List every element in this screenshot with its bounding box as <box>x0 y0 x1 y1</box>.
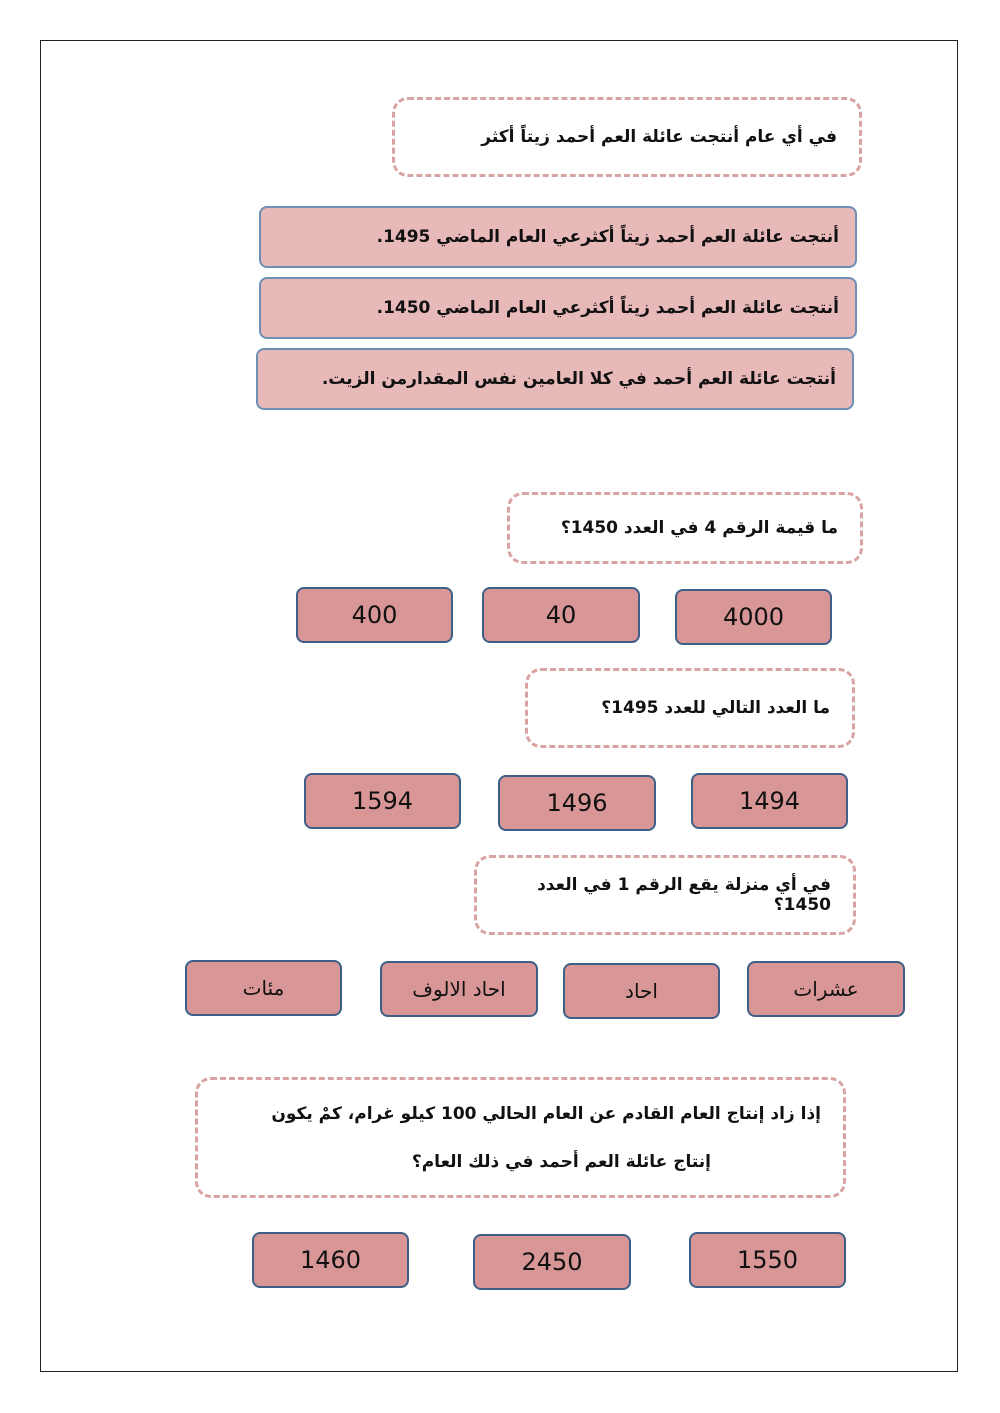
q4-option-tens[interactable] <box>747 961 905 1017</box>
q2-option-4000-label: 4000 <box>722 603 785 631</box>
answer-statement-1-text: أنتجت عائلة العم أحمد زيتاً أكثرعي العام الماضي 1495. <box>376 227 839 247</box>
answer-statement-3-text: أنتجت عائلة العم أحمد في كلا العامين نفس المقدارمن الزيت. <box>321 369 836 389</box>
q3-option-1594[interactable] <box>304 773 461 829</box>
answer-statement-3[interactable] <box>256 348 854 410</box>
question-1-box <box>392 97 862 177</box>
q3-option-1494[interactable] <box>691 773 848 829</box>
q5-option-1550-label: 1550 <box>736 1246 799 1274</box>
question-1-text: في أي عام أنتجت عائلة العم أحمد زيتاً أكثر <box>481 127 837 147</box>
q3-option-1594-label: 1594 <box>351 787 414 815</box>
q5-option-1460-label: 1460 <box>299 1246 362 1274</box>
q4-option-thousands[interactable] <box>380 961 538 1017</box>
q4-option-ones-label: احاد <box>625 979 658 1003</box>
q2-option-400-label: 400 <box>351 601 398 629</box>
question-2-box <box>507 492 863 564</box>
q5-option-1550[interactable] <box>689 1232 846 1288</box>
q4-option-hundreds[interactable] <box>185 960 342 1016</box>
question-5-line-2: إنتاج عائلة العم أحمد في ذلك العام؟ <box>411 1151 711 1172</box>
q4-option-hundreds-label: مئات <box>242 976 285 1000</box>
q4-option-thousands-label: احاد الالوف <box>412 977 506 1001</box>
q5-option-2450-label: 2450 <box>521 1248 583 1276</box>
question-3-text: ما العدد التالي للعدد 1495؟ <box>601 698 830 718</box>
q4-option-ones[interactable] <box>563 963 720 1019</box>
q5-option-1460[interactable] <box>252 1232 409 1288</box>
question-3-box <box>525 668 855 748</box>
question-4-box <box>474 855 856 935</box>
q3-option-1494-label: 1494 <box>738 787 801 815</box>
q2-option-40-label: 40 <box>545 601 577 629</box>
question-4-text: في أي منزلة يقع الرقم 1 في العدد 1450؟ <box>537 875 831 915</box>
answer-statement-1[interactable] <box>259 206 857 268</box>
q2-option-40[interactable] <box>482 587 640 643</box>
q3-option-1496-label: 1496 <box>546 789 608 817</box>
q2-option-4000[interactable] <box>675 589 832 645</box>
q3-option-1496[interactable] <box>498 775 656 831</box>
question-2-text: ما قيمة الرقم 4 في العدد 1450؟ <box>560 518 838 538</box>
question-5-line-1: إذا زاد إنتاج العام القادم عن العام الحالي 100 كيلو غرام، كمْ يكون <box>271 1103 821 1124</box>
q2-option-400[interactable] <box>296 587 453 643</box>
answer-statement-2-text: أنتجت عائلة العم أحمد زيتاً أكثرعي العام الماضي 1450. <box>376 298 839 318</box>
q5-option-2450[interactable] <box>473 1234 631 1290</box>
q4-option-tens-label: عشرات <box>793 977 859 1001</box>
question-5-box <box>195 1077 846 1198</box>
answer-statement-2[interactable] <box>259 277 857 339</box>
